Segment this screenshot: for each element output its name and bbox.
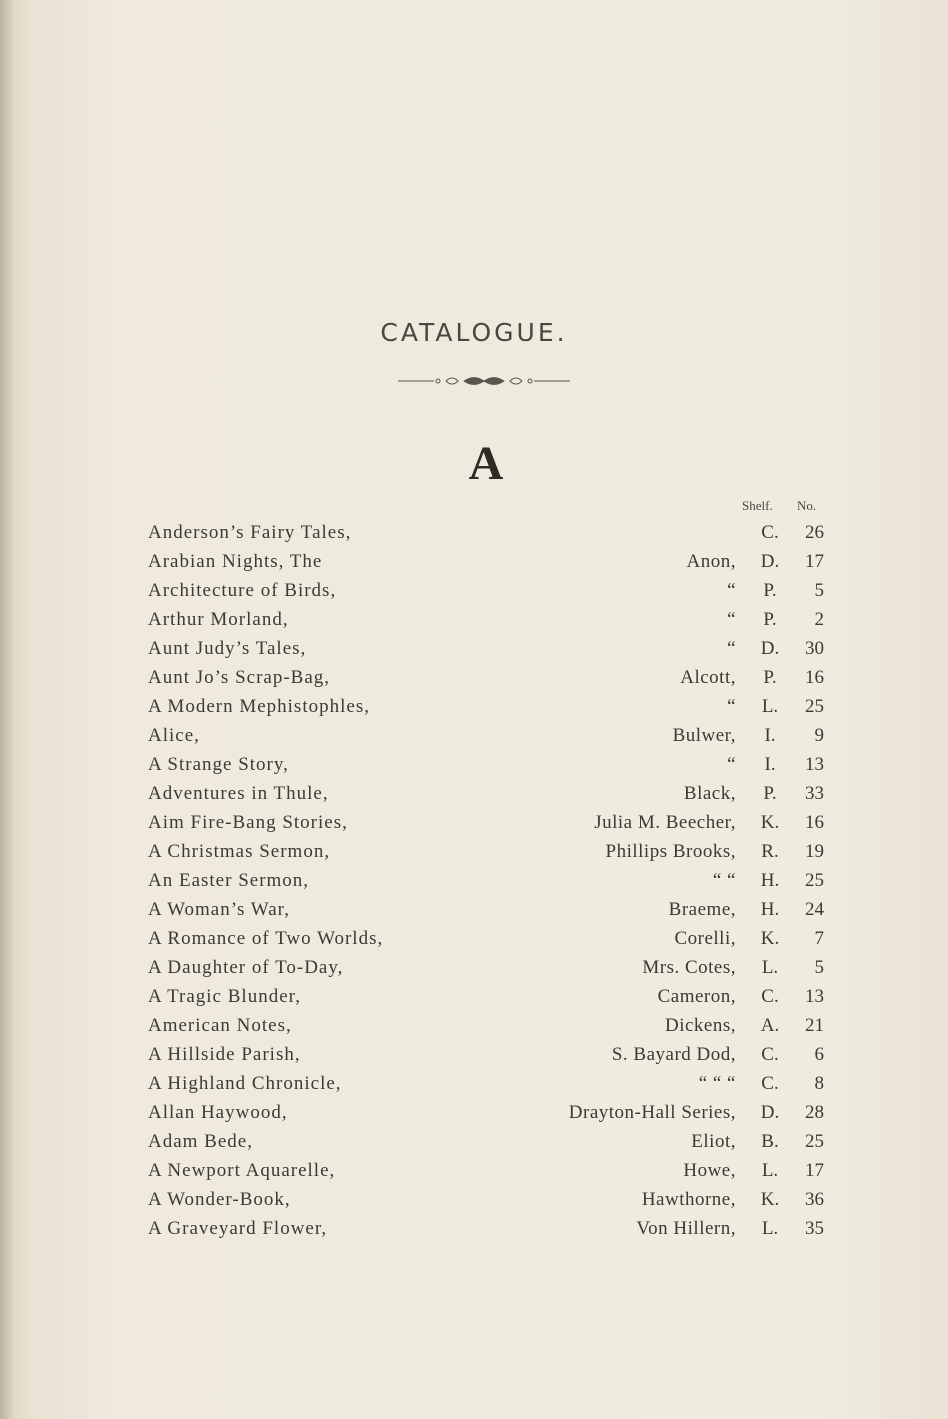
entry-number: 8 <box>814 1073 824 1094</box>
catalogue-entry <box>0 609 948 638</box>
entry-number: 21 <box>805 1015 824 1036</box>
entry-number: 36 <box>805 1189 824 1210</box>
entry-title: Arthur Morland, <box>148 609 289 630</box>
entry-shelf: P. <box>763 667 777 688</box>
entry-shelf: P. <box>763 783 777 804</box>
entry-author: Bulwer, <box>672 725 736 746</box>
entry-number: 25 <box>805 1131 824 1152</box>
entry-shelf: H. <box>760 899 780 920</box>
entry-shelf: A. <box>760 1015 780 1036</box>
entry-title: An Easter Sermon, <box>148 870 310 891</box>
catalogue-entry <box>0 1102 948 1131</box>
entry-shelf: L. <box>761 1160 779 1181</box>
entry-shelf: D. <box>760 1102 780 1123</box>
entry-author: “ <box>727 638 736 659</box>
entry-author: S. Bayard Dod, <box>611 1044 736 1065</box>
catalogue-entry <box>0 928 948 957</box>
entry-title: A Highland Chronicle, <box>148 1073 342 1094</box>
catalogue-entry <box>0 1015 948 1044</box>
entry-number: 16 <box>805 667 824 688</box>
entry-title: A Graveyard Flower, <box>148 1218 328 1239</box>
entry-title: A Hillside Parish, <box>148 1044 301 1065</box>
entry-author: “ <box>727 696 736 717</box>
entry-shelf: L. <box>761 957 779 978</box>
entry-author: Von Hillern, <box>636 1218 736 1239</box>
entry-author: Black, <box>683 783 736 804</box>
catalogue-entry <box>0 754 948 783</box>
entry-author: Eliot, <box>691 1131 736 1152</box>
catalogue-entry <box>0 957 948 986</box>
entry-shelf: I. <box>764 754 776 775</box>
entry-number: 28 <box>805 1102 824 1123</box>
entry-author: Phillips Brooks, <box>605 841 736 862</box>
entry-title: A Woman’s War, <box>148 899 290 920</box>
column-header-shelf: Shelf. <box>742 498 773 513</box>
catalogue-entry <box>0 783 948 812</box>
entry-shelf: P. <box>763 609 777 630</box>
catalogue-entry <box>0 899 948 928</box>
entry-author: “ <box>727 754 736 775</box>
entry-title: A Newport Aquarelle, <box>148 1160 336 1181</box>
entry-title: American Notes, <box>148 1015 292 1036</box>
entry-author: Cameron, <box>657 986 736 1007</box>
entry-shelf: P. <box>763 580 777 601</box>
entry-title: A Christmas Sermon, <box>148 841 331 862</box>
entry-title: Anderson’s Fairy Tales, <box>148 522 352 543</box>
entry-number: 25 <box>805 870 824 891</box>
entry-title: Alice, <box>148 725 200 746</box>
entry-author: Alcott, <box>680 667 736 688</box>
entry-title: Arabian Nights, The <box>148 551 323 572</box>
catalogue-entry <box>0 1218 948 1247</box>
entry-number: 5 <box>814 580 824 601</box>
entry-title: Aim Fire-Bang Stories, <box>148 812 348 833</box>
catalogue-entry <box>0 696 948 725</box>
entry-number: 19 <box>805 841 824 862</box>
entry-title: Adam Bede, <box>148 1131 253 1152</box>
entry-number: 30 <box>805 638 824 659</box>
entry-title: A Romance of Two Worlds, <box>148 928 384 949</box>
entry-shelf: C. <box>761 986 779 1007</box>
catalogue-entry <box>0 1160 948 1189</box>
entry-title: A Modern Mephistophles, <box>148 696 370 717</box>
page-title: CATALOGUE. <box>380 318 568 347</box>
entry-shelf: C. <box>761 1044 779 1065</box>
catalogue-entry <box>0 551 948 580</box>
entry-number: 33 <box>805 783 824 804</box>
entry-shelf: D. <box>760 638 780 659</box>
catalogue-entry <box>0 841 948 870</box>
entry-shelf: L. <box>761 696 779 717</box>
catalogue-entry <box>0 522 948 551</box>
entry-author: Mrs. Cotes, <box>642 957 736 978</box>
entry-author: “ “ <box>712 870 736 891</box>
entry-author: “ “ “ <box>698 1073 736 1094</box>
entry-author: Hawthorne, <box>641 1189 736 1210</box>
entry-number: 13 <box>805 754 824 775</box>
entry-shelf: R. <box>761 841 779 862</box>
entry-shelf: B. <box>761 1131 779 1152</box>
section-letter: A <box>468 437 504 490</box>
entry-author: “ <box>727 580 736 601</box>
catalogue-entry <box>0 725 948 754</box>
entry-shelf: H. <box>760 870 780 891</box>
entry-title: A Strange Story, <box>148 754 289 775</box>
entry-title: Allan Haywood, <box>148 1102 288 1123</box>
entry-author: Dickens, <box>664 1015 736 1036</box>
entry-author: Braeme, <box>668 899 736 920</box>
entry-shelf: K. <box>760 1189 780 1210</box>
catalogue-entry <box>0 986 948 1015</box>
entry-shelf: I. <box>764 725 776 746</box>
entry-number: 26 <box>805 522 824 543</box>
entry-number: 5 <box>814 957 824 978</box>
entry-shelf: D. <box>760 551 780 572</box>
column-header-no: No. <box>797 498 817 513</box>
entry-shelf: L. <box>761 1218 779 1239</box>
catalogue-entry <box>0 1131 948 1160</box>
catalogue-entry <box>0 1073 948 1102</box>
catalogue-entry <box>0 812 948 841</box>
entry-number: 24 <box>805 899 824 920</box>
entry-number: 6 <box>814 1044 824 1065</box>
catalogue-entry <box>0 667 948 696</box>
entry-title: A Wonder-Book, <box>148 1189 291 1210</box>
entry-title: A Daughter of To-Day, <box>148 957 344 978</box>
entry-shelf: C. <box>761 1073 779 1094</box>
entry-number: 17 <box>805 1160 824 1181</box>
entry-number: 9 <box>814 725 824 746</box>
catalogue-entry <box>0 638 948 667</box>
entry-shelf: C. <box>761 522 779 543</box>
entry-number: 7 <box>814 928 824 949</box>
catalogue-entry <box>0 1189 948 1218</box>
entry-title: Adventures in Thule, <box>148 783 329 804</box>
entry-title: Aunt Judy’s Tales, <box>148 638 307 659</box>
entry-author: Howe, <box>683 1160 736 1181</box>
catalogue-entry <box>0 1044 948 1073</box>
entry-shelf: K. <box>760 928 780 949</box>
entry-number: 16 <box>805 812 824 833</box>
entry-title: A Tragic Blunder, <box>148 986 301 1007</box>
entry-number: 17 <box>805 551 824 572</box>
ornament-divider-icon <box>398 373 570 389</box>
entry-title: Architecture of Birds, <box>148 580 337 601</box>
catalogue-entry <box>0 580 948 609</box>
entry-number: 13 <box>805 986 824 1007</box>
entry-author: Anon, <box>686 551 736 572</box>
entry-number: 25 <box>805 696 824 717</box>
entry-shelf: K. <box>760 812 780 833</box>
entry-number: 35 <box>805 1218 824 1239</box>
entry-number: 2 <box>814 609 824 630</box>
entry-author: “ <box>727 609 736 630</box>
entry-author: Drayton-Hall Series, <box>568 1102 736 1123</box>
catalogue-entry <box>0 870 948 899</box>
entry-author: Corelli, <box>674 928 736 949</box>
entry-author: Julia M. Beecher, <box>594 812 736 833</box>
entry-title: Aunt Jo’s Scrap-Bag, <box>148 667 331 688</box>
